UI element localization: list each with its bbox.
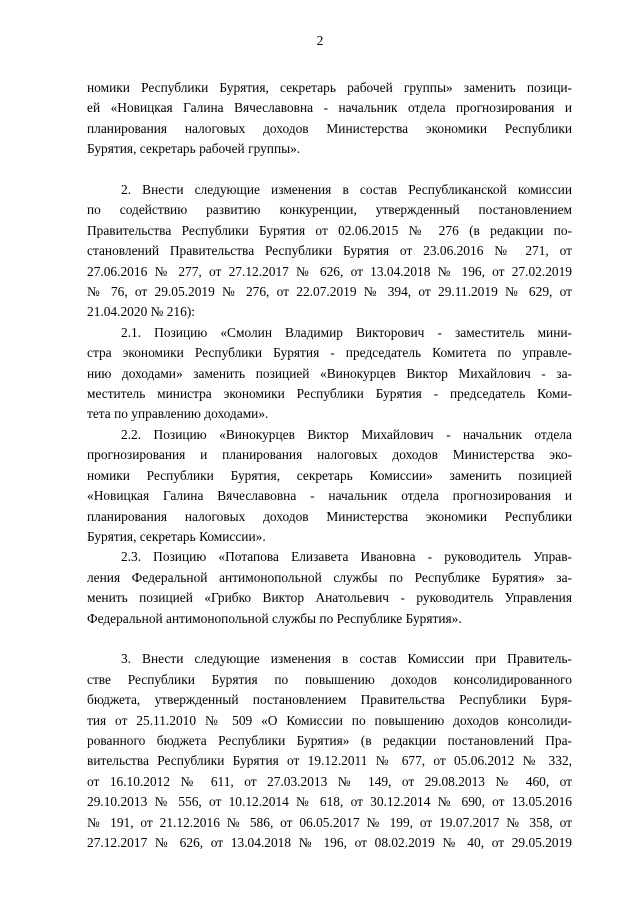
text-line: стве Республики Бурятия по повышению доходов консолидированного: [87, 671, 572, 687]
text-line: Правительства Республики Бурятия от 02.06.2015 № 276 (в редакции по-: [87, 222, 572, 238]
text-line: номики Республики Бурятия, секретарь рабочей группы» заменить позици-: [87, 80, 572, 95]
text-line: по содействию развитию конкуренции, утвержденный постановлением: [87, 202, 572, 218]
text-line: стра экономики Республики Бурятия - председатель Комитета по управле-: [87, 345, 572, 361]
text-line: ей «Новицкая Галина Вячеславовна - начальник отдела прогнозирования и: [87, 100, 572, 116]
text-line: Федеральной антимонопольной службы по Республике Бурятия».: [87, 610, 462, 626]
text-line: 2.1. Позицию «Смолин Владимир Викторович - заместитель мини-: [121, 324, 572, 340]
text-line: тия от 25.11.2010 № 509 «О Комиссии по повышению доходов консолиди-: [87, 712, 572, 728]
text-line: 3. Внести следующие изменения в состав Комиссии при Правитель-: [121, 651, 572, 667]
text-line: Бурятия, секретарь Комиссии».: [87, 528, 266, 544]
page-number: 2: [316, 33, 324, 48]
text-line: меститель министра экономики Республики Бурятия - председатель Коми-: [87, 386, 572, 402]
paragraph-item-2-2: [87, 425, 572, 547]
text-line: ления Федеральной антимонопольной службы по Республике Бурятия» за-: [87, 569, 572, 585]
paragraph-item-2-1: [87, 323, 572, 425]
text-line: от 16.10.2012 № 611, от 27.03.2013 № 149, от 29.08.2013 № 460, от: [87, 773, 572, 789]
text-line: Бурятия, секретарь рабочей группы».: [87, 141, 301, 157]
text-line: рованного бюджета Республики Бурятия» (в редакции постановлений Пра-: [87, 732, 572, 748]
text-line: 2. Внести следующие изменения в состав Республиканской комиссии: [121, 182, 572, 198]
text-line: 29.10.2013 № 556, от 10.12.2014 № 618, от 30.12.2014 № 690, от 13.05.2016: [87, 794, 572, 810]
text-line: 2.3. Позицию «Потапова Елизавета Ивановна - руководитель Управ-: [121, 549, 572, 565]
text-line: бюджета, утвержденный постановлением Правительства Республики Буря-: [87, 692, 572, 708]
text-line: номики Республики Бурятия, секретарь Комиссии» заменить позицией: [87, 467, 572, 483]
text-line: тета по управлению доходами».: [87, 406, 269, 422]
text-line: нию доходами» заменить позицией «Винокурцев Виктор Михайлович - за-: [87, 365, 572, 381]
paragraph-continuation: [87, 78, 572, 160]
text-line: менить позицией «Грибко Виктор Анатольевич - руководитель Управления: [87, 590, 572, 606]
text-line: «Новицкая Галина Вячеславовна - начальник отдела прогнозирования и: [87, 488, 572, 504]
text-line: 21.04.2020 № 216):: [87, 304, 195, 320]
text-line: № 191, от 21.12.2016 № 586, от 06.05.2017 № 199, от 19.07.2017 № 358, от: [87, 814, 572, 830]
text-line: 27.12.2017 № 626, от 13.04.2018 № 196, от 08.02.2019 № 40, от 29.05.2019: [87, 835, 572, 850]
text-line: планирования налоговых доходов Министерства экономики Республики: [87, 508, 572, 524]
text-line: прогнозирования и планирования налоговых доходов Министерства эко-: [87, 447, 572, 463]
text-line: № 76, от 29.05.2019 № 276, от 22.07.2019 № 394, от 29.11.2019 № 629, от: [87, 284, 572, 300]
document-body: [87, 78, 572, 853]
text-line: становлений Правительства Республики Бурятия от 23.06.2016 № 271, от: [87, 243, 572, 259]
paragraph-item-3: [87, 649, 572, 853]
text-line: 27.06.2016 № 277, от 27.12.2017 № 626, от 13.04.2018 № 196, от 27.02.2019: [87, 263, 572, 279]
paragraph-item-2: [87, 180, 572, 323]
text-line: вительства Республики Бурятия от 19.12.2011 № 677, от 05.06.2012 № 332,: [87, 753, 572, 769]
text-line: планирования налоговых доходов Министерства экономики Республики: [87, 120, 572, 136]
paragraph-item-2-3: [87, 547, 572, 629]
text-line: 2.2. Позицию «Винокурцев Виктор Михайлович - начальник отдела: [121, 426, 572, 442]
